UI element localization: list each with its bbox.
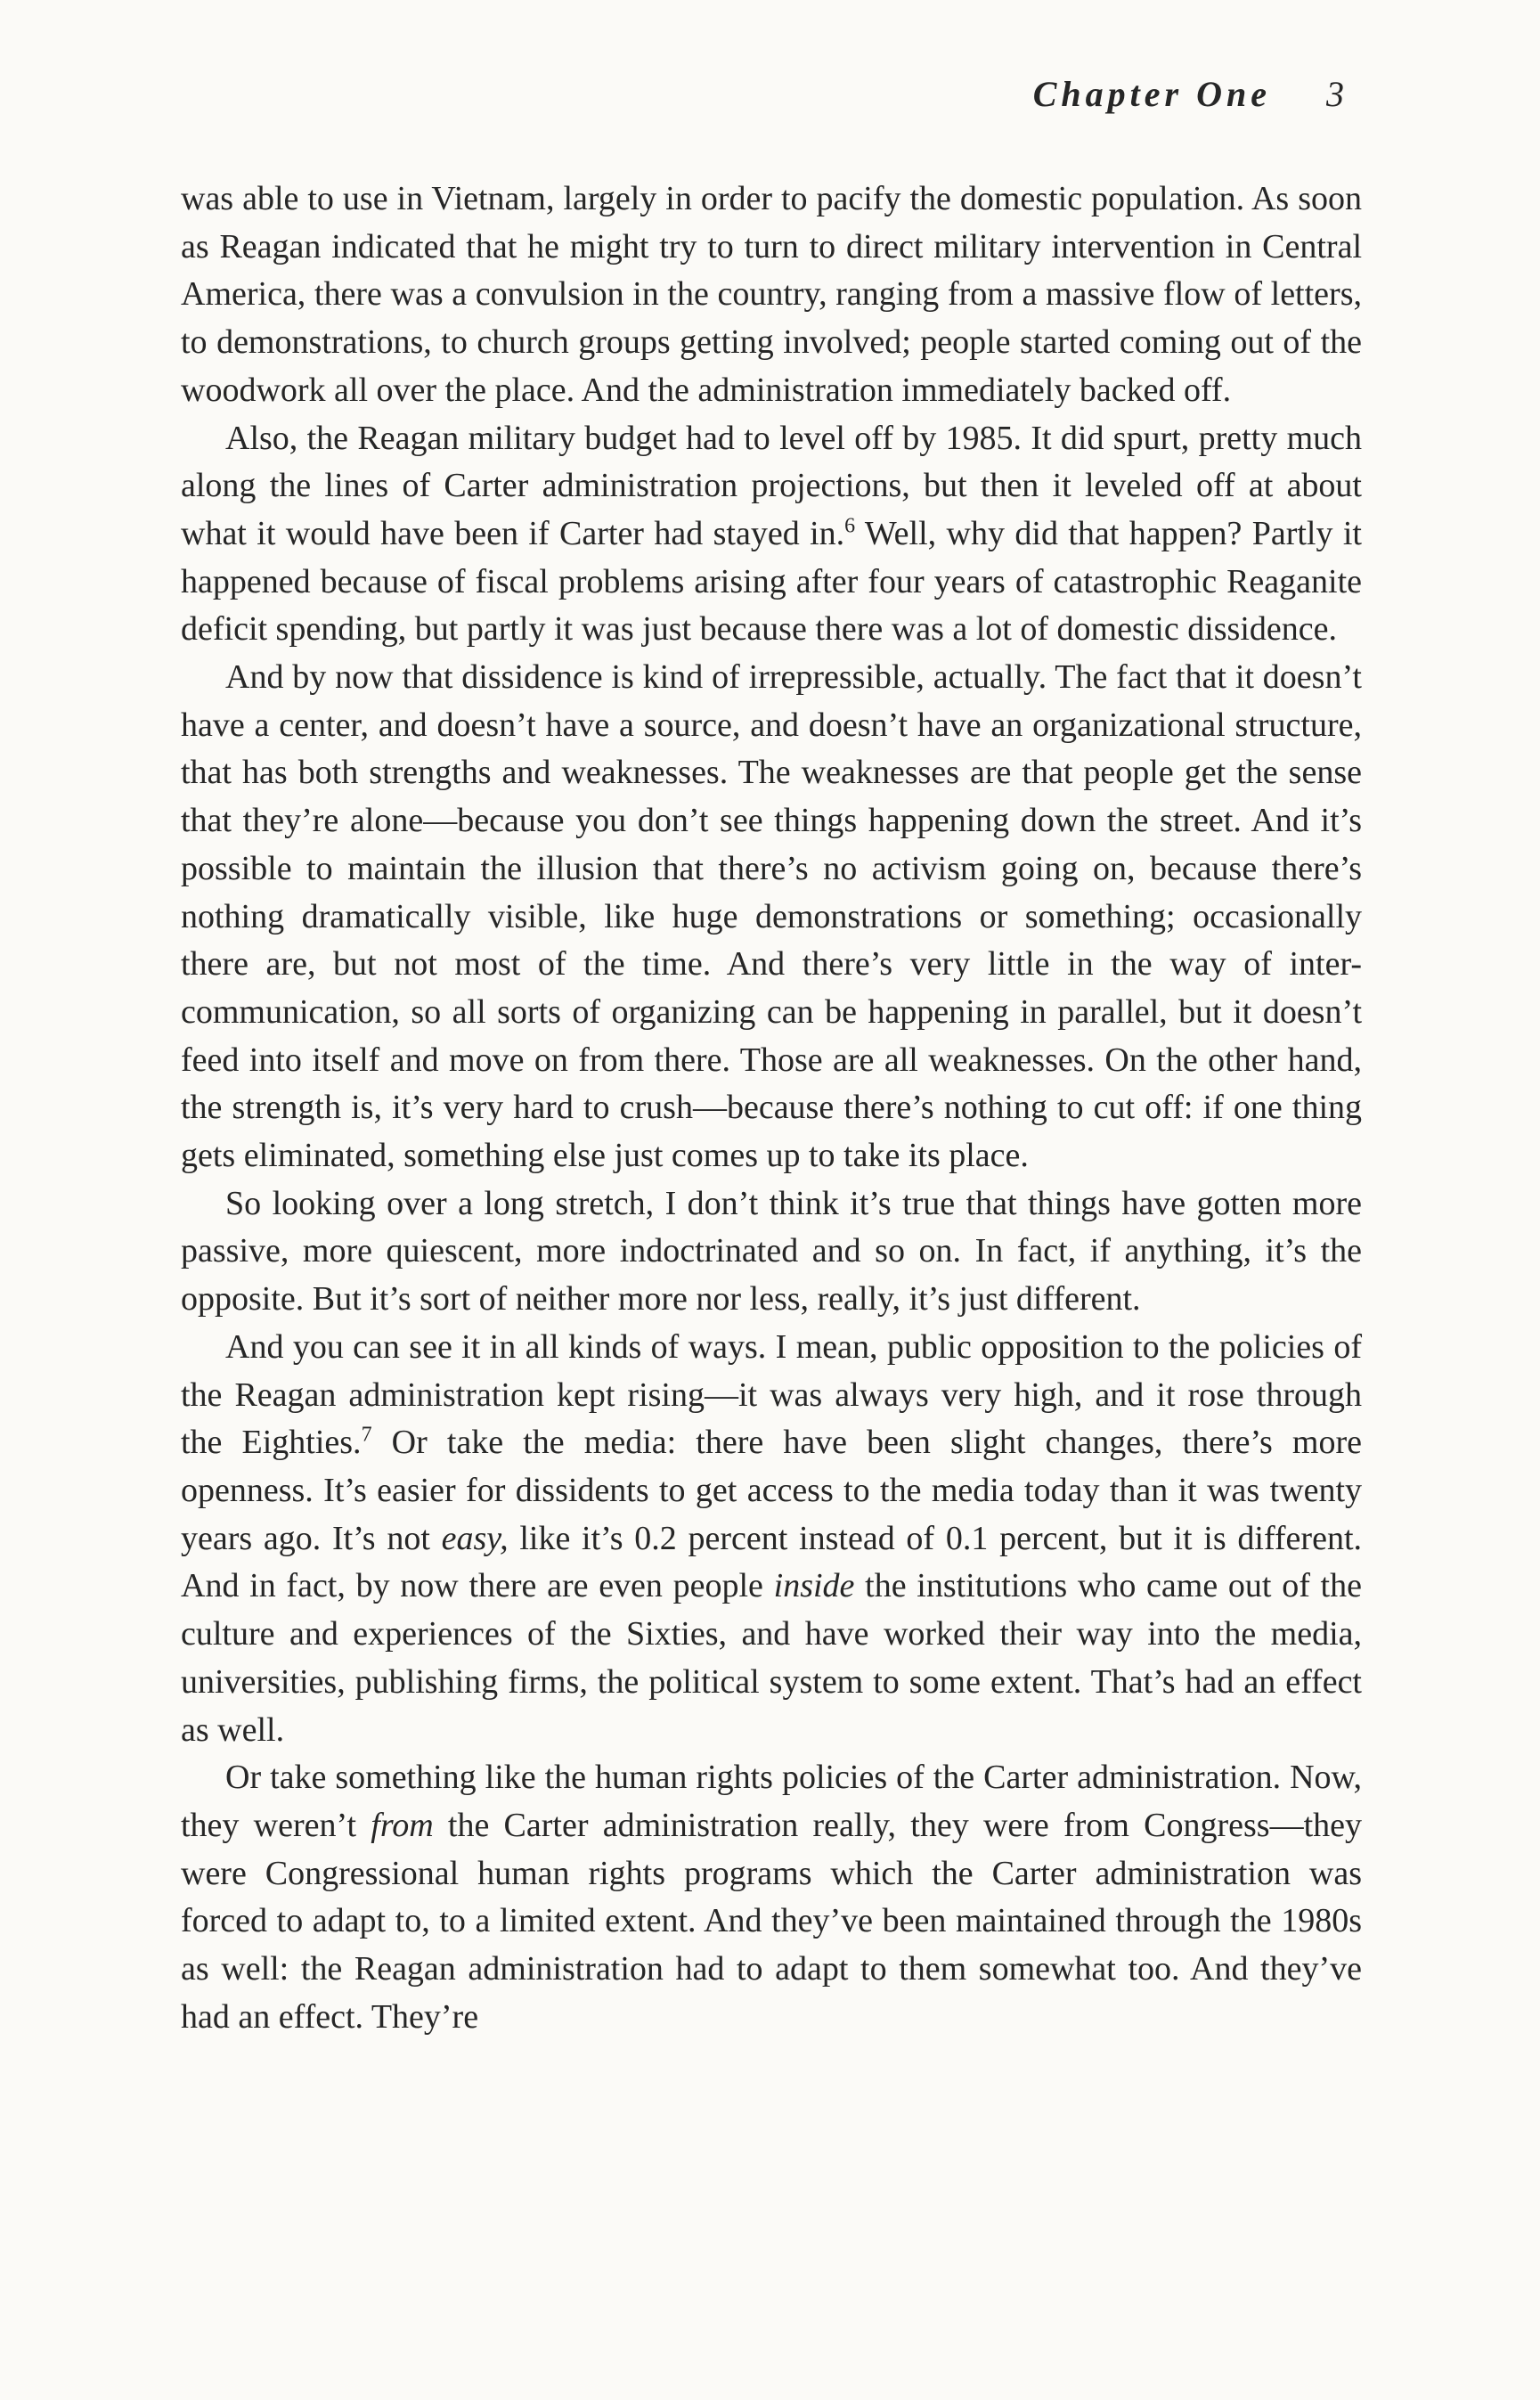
text-run: like it’s 0.2 percent instead of 0.1 percent, but it is different. And in fact, by now there are even people (181, 1519, 1363, 1605)
running-header (1033, 73, 1344, 115)
text-run: Or take something like the human rights policies of the Carter administration. Now, they weren’t (181, 1759, 1362, 1844)
paragraph (181, 1180, 1362, 1324)
emphasis: from (371, 1806, 434, 1844)
paragraph (181, 654, 1362, 1180)
text-run: And by now that dissidence is kind of irrepressible, actually. The fact that it doesn’t have a center, and doesn’t have a source, and doesn’t have an organizational structure, that has both strengths and weaknesses. The weaknesses are that people get the sense that they’re alone—because you don’t see things happening down the street. And it’s possible to maintain the illusion that there’s no activism going on, because there’s nothing dramatically visible, like huge demonstrations or something; occasionally there are, but not most of the time. And there’s very little in the way of inter-communication, so all sorts of organizing can be happening in parallel, but it doesn’t feed into itself and move on from there. Those are all weaknesses. On the other hand, the strength is, it’s very hard to crush—because there’s nothing to cut off: if one thing gets eliminated, something else just comes up to take its place. (181, 658, 1362, 1175)
text-run: So looking over a long stretch, I don’t think it’s true that things have gotten more passive, more quiescent, more indoctrinated and so on. In fact, if anything, it’s the opposite. But it’s sort of neither more nor less, really, it’s just different. (181, 1184, 1362, 1318)
footnote-ref[interactable]: 6 (844, 514, 856, 538)
text-run: was able to use in Vietnam, largely in order to pacify the domestic population. As soon as Reagan indicated that he might try to turn to direct military intervention in Central America, there was a convulsion in the country, ranging from a massive flow of letters, to demonstrations, to church groups getting involved; people started coming out of the woodwork all over the place. And the administration immediately backed off. (181, 180, 1362, 409)
text-run: Or take the media: there have been slight changes, there’s more openness. It’s easier for dissidents to get access to the media today than it was twenty years ago. It’s not (181, 1424, 1362, 1557)
paragraph (181, 1754, 1362, 2041)
text-run: the institutions who came out of the culture and experiences of the Sixties, and have worked their way into the media, universities, publishing firms, the political system to some extent. That’s had an effect as well. (181, 1567, 1362, 1749)
text-run: And you can see it in all kinds of ways. I mean, public opposition to the policies of the Reagan administration kept rising—it was always very high, and it rose through the Eighties. (181, 1327, 1362, 1462)
text-run: Well, why did that happen? Partly it happened because of fiscal problems arising after four years of catastrophic Reaganite deficit spending, but partly it was just because there was a lot of domestic dissidence. (181, 514, 1362, 649)
emphasis: easy, (441, 1519, 509, 1557)
paragraph (181, 176, 1362, 415)
page-number: 3 (1326, 74, 1344, 114)
paragraph (181, 1324, 1362, 1754)
body-text (181, 176, 1362, 2041)
paragraph (181, 415, 1362, 655)
chapter-title: Chapter One (1032, 74, 1271, 114)
text-run: the Carter administration really, they were from Congress—they were Congressional human rights programs which the Carter administration was forced to adapt to, to a limited extent. And they’ve been maintained through the 1980s as well: the Reagan administration had to adapt to them somewhat too. And they’ve had an effect. They’re (181, 1806, 1362, 2036)
footnote-ref[interactable]: 7 (361, 1423, 372, 1447)
text-run: Also, the Reagan military budget had to level off by 1985. It did spurt, pretty much along the lines of Carter administration projections, but then it leveled off at about what it would have been if Carter had stayed in. (181, 419, 1362, 552)
emphasis: inside (773, 1567, 855, 1605)
